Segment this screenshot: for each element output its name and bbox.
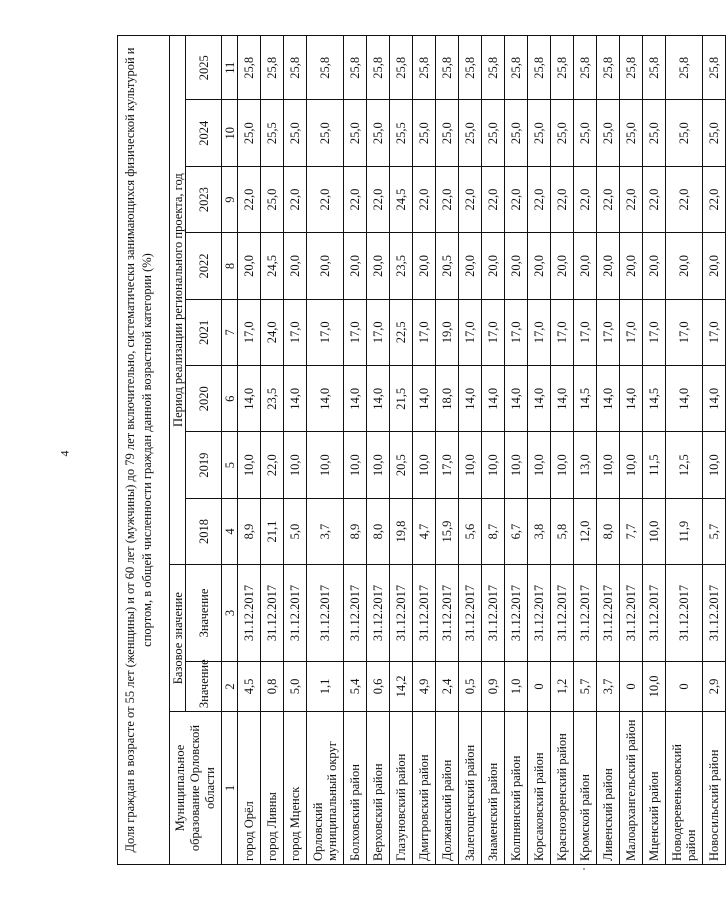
- base-value-cell: 0,6: [367, 661, 390, 711]
- year-value-cell: 25,0: [620, 100, 643, 166]
- year-value-cell: 17,0: [666, 299, 703, 365]
- year-value-cell: 14,0: [344, 366, 367, 432]
- year-value-cell: 14,0: [505, 366, 528, 432]
- year-value-cell: 20,0: [413, 233, 436, 299]
- year-value-cell: 14,0: [413, 366, 436, 432]
- year-value-cell: 20,0: [643, 233, 666, 299]
- year-value-cell: 22,0: [344, 166, 367, 232]
- year-value-cell: 25,8: [367, 36, 390, 100]
- year-value-cell: 8,9: [238, 498, 261, 564]
- year-value-cell: 22,0: [528, 166, 551, 232]
- base-date-cell: 31.12.2017: [574, 565, 597, 662]
- table-row: [284, 36, 307, 865]
- scan-speck: [583, 868, 585, 870]
- column-number: 9: [222, 166, 238, 232]
- date-value-header: Значение: [186, 565, 222, 662]
- year-value-cell: 22,0: [459, 166, 482, 232]
- year-value-cell: 22,0: [620, 166, 643, 232]
- year-value-cell: 20,0: [666, 233, 703, 299]
- year-value-cell: 20,0: [597, 233, 620, 299]
- year-value-cell: 8,0: [597, 498, 620, 564]
- base-value-cell: 5,7: [574, 661, 597, 711]
- base-date-cell: 31.12.2017: [482, 565, 505, 662]
- year-value-cell: 25,8: [284, 36, 307, 100]
- year-value-cell: 24,5: [390, 166, 413, 232]
- year-value-cell: 25,8: [459, 36, 482, 100]
- year-value-cell: 17,0: [574, 299, 597, 365]
- year-value-cell: 17,0: [703, 299, 726, 365]
- year-value-cell: 5,7: [703, 498, 726, 564]
- year-value-cell: 25,0: [436, 100, 459, 166]
- base-value-cell: 1,0: [505, 661, 528, 711]
- year-header: 2024: [186, 100, 222, 166]
- base-date-cell: 31.12.2017: [551, 565, 574, 662]
- year-value-cell: 5,8: [551, 498, 574, 564]
- year-value-cell: 11,9: [666, 498, 703, 564]
- year-value-cell: 14,0: [528, 366, 551, 432]
- year-value-cell: 19,8: [390, 498, 413, 564]
- year-value-cell: 22,0: [551, 166, 574, 232]
- year-value-cell: 25,0: [344, 100, 367, 166]
- year-value-cell: 17,0: [436, 432, 459, 498]
- base-date-cell: 31.12.2017: [261, 565, 284, 662]
- year-value-cell: 10,0: [413, 432, 436, 498]
- base-date-cell: 31.12.2017: [284, 565, 307, 662]
- year-value-cell: 22,0: [703, 166, 726, 232]
- year-value-cell: 25,0: [307, 100, 344, 166]
- header-row-1: [170, 36, 186, 865]
- base-date-cell: 31.12.2017: [238, 565, 261, 662]
- year-value-cell: 20,0: [528, 233, 551, 299]
- base-value-cell: 4,9: [413, 661, 436, 711]
- year-value-cell: 25,0: [528, 100, 551, 166]
- year-value-cell: 22,0: [597, 166, 620, 232]
- year-value-cell: 10,0: [551, 432, 574, 498]
- year-value-cell: 17,0: [413, 299, 436, 365]
- year-value-cell: 20,0: [459, 233, 482, 299]
- data-table: [169, 35, 726, 865]
- year-value-cell: 22,0: [505, 166, 528, 232]
- year-value-cell: 17,0: [620, 299, 643, 365]
- year-value-cell: 10,0: [505, 432, 528, 498]
- year-value-cell: 20,0: [238, 233, 261, 299]
- year-value-cell: 4,7: [413, 498, 436, 564]
- year-value-cell: 25,0: [703, 100, 726, 166]
- year-value-cell: 14,0: [284, 366, 307, 432]
- year-value-cell: 20,0: [284, 233, 307, 299]
- year-value-cell: 25,8: [261, 36, 284, 100]
- year-value-cell: 25,0: [666, 100, 703, 166]
- base-date-cell: 31.12.2017: [505, 565, 528, 662]
- year-value-cell: 8,7: [482, 498, 505, 564]
- year-value-cell: 13,0: [574, 432, 597, 498]
- year-value-cell: 17,0: [528, 299, 551, 365]
- base-value-cell: 10,0: [643, 661, 666, 711]
- year-value-cell: 20,0: [367, 233, 390, 299]
- year-value-cell: 3,8: [528, 498, 551, 564]
- table-row: [413, 36, 436, 865]
- year-value-cell: 20,5: [436, 233, 459, 299]
- municipality-name-cell: Залегощенский район: [459, 712, 482, 865]
- year-value-cell: 10,0: [344, 432, 367, 498]
- year-value-cell: 25,0: [597, 100, 620, 166]
- year-value-cell: 20,0: [703, 233, 726, 299]
- year-header: 2025: [186, 36, 222, 100]
- column-number: 7: [222, 299, 238, 365]
- year-value-cell: 25,0: [459, 100, 482, 166]
- year-value-cell: 22,0: [643, 166, 666, 232]
- year-value-cell: 25,8: [413, 36, 436, 100]
- year-value-cell: 17,0: [284, 299, 307, 365]
- year-value-cell: 15,9: [436, 498, 459, 564]
- base-value-cell: 1,2: [551, 661, 574, 711]
- municipality-name-cell: Малоархангельский район: [620, 712, 643, 865]
- year-value-cell: 17,0: [344, 299, 367, 365]
- rotated-table-page: [117, 35, 721, 865]
- table-title: Доля граждан в возрасте от 55 лет (женщины) и от 60 лет (мужчины) до 79 лет включительно, систематически занимающихся физической культурой и спортом, в общей численности граждан данной возрастной категории (%): [117, 35, 169, 865]
- base-value-cell: 0,5: [459, 661, 482, 711]
- base-value-cell: 4,5: [238, 661, 261, 711]
- year-value-cell: 10,0: [620, 432, 643, 498]
- base-value-cell: 0,8: [261, 661, 284, 711]
- year-value-cell: 10,0: [482, 432, 505, 498]
- municipality-name-cell: Глазуновский район: [390, 712, 413, 865]
- year-value-cell: 10,0: [367, 432, 390, 498]
- year-value-cell: 25,5: [261, 100, 284, 166]
- municipality-name-cell: Корсаковский район: [528, 712, 551, 865]
- year-value-cell: 25,8: [238, 36, 261, 100]
- base-date-cell: 31.12.2017: [597, 565, 620, 662]
- base-date-cell: 31.12.2017: [666, 565, 703, 662]
- year-value-cell: 25,8: [666, 36, 703, 100]
- year-value-cell: 17,0: [238, 299, 261, 365]
- base-date-cell: 31.12.2017: [436, 565, 459, 662]
- column-number: 5: [222, 432, 238, 498]
- table-row: [307, 36, 344, 865]
- municipality-name-cell: Кромской район: [574, 712, 597, 865]
- year-value-cell: 14,0: [703, 366, 726, 432]
- table-row: [620, 36, 643, 865]
- municipality-name-cell: Новосильский район: [703, 712, 726, 865]
- table-row: [367, 36, 390, 865]
- table-body: [238, 36, 726, 865]
- year-value-cell: 6,7: [505, 498, 528, 564]
- municipality-name-cell: Мценский район: [643, 712, 666, 865]
- municipality-name-cell: Верховский район: [367, 712, 390, 865]
- year-value-cell: 10,0: [284, 432, 307, 498]
- year-header: 2021: [186, 299, 222, 365]
- year-value-cell: 5,0: [284, 498, 307, 564]
- table-row: [344, 36, 367, 865]
- base-value-cell: 2,9: [703, 661, 726, 711]
- base-value-cell: 14,2: [390, 661, 413, 711]
- year-value-cell: 20,0: [574, 233, 597, 299]
- year-value-cell: 14,0: [551, 366, 574, 432]
- table-row: [666, 36, 703, 865]
- year-value-cell: 25,5: [390, 100, 413, 166]
- year-value-cell: 25,8: [597, 36, 620, 100]
- year-value-cell: 22,0: [284, 166, 307, 232]
- year-value-cell: 25,8: [703, 36, 726, 100]
- year-value-cell: 12,5: [666, 432, 703, 498]
- year-value-cell: 11,5: [643, 432, 666, 498]
- year-value-cell: 8,0: [367, 498, 390, 564]
- municipality-name-cell: Колпнянский район: [505, 712, 528, 865]
- table-row: [436, 36, 459, 865]
- municipality-name-cell: город Мценск: [284, 712, 307, 865]
- base-value-cell: 0: [620, 661, 643, 711]
- year-value-cell: 22,0: [413, 166, 436, 232]
- year-value-cell: 19,0: [436, 299, 459, 365]
- base-date-cell: 31.12.2017: [413, 565, 436, 662]
- column-number: 1: [222, 712, 238, 865]
- year-value-cell: 14,0: [307, 366, 344, 432]
- year-value-cell: 10,0: [307, 432, 344, 498]
- year-value-cell: 14,0: [459, 366, 482, 432]
- base-date-cell: 31.12.2017: [307, 565, 344, 662]
- municipality-name-cell: Краснозоренский район: [551, 712, 574, 865]
- year-value-cell: 5,6: [459, 498, 482, 564]
- column-number: 6: [222, 366, 238, 432]
- year-value-cell: 22,0: [436, 166, 459, 232]
- year-value-cell: 25,0: [505, 100, 528, 166]
- table-row: [574, 36, 597, 865]
- year-value-cell: 10,0: [643, 498, 666, 564]
- column-number-row: [222, 36, 238, 865]
- base-value-cell: 3,7: [597, 661, 620, 711]
- year-value-cell: 20,0: [551, 233, 574, 299]
- municipality-header: Муниципальное образование Орловской области: [170, 712, 222, 865]
- year-value-cell: 25,0: [643, 100, 666, 166]
- year-value-cell: 25,8: [528, 36, 551, 100]
- year-value-cell: 10,0: [597, 432, 620, 498]
- column-number: 11: [222, 36, 238, 100]
- year-value-cell: 14,5: [643, 366, 666, 432]
- table-row: [551, 36, 574, 865]
- municipality-name-cell: Болховский район: [344, 712, 367, 865]
- year-value-cell: 14,0: [597, 366, 620, 432]
- base-date-cell: 31.12.2017: [620, 565, 643, 662]
- year-value-cell: 25,0: [284, 100, 307, 166]
- year-value-cell: 17,0: [307, 299, 344, 365]
- municipality-name-cell: город Орёл: [238, 712, 261, 865]
- base-value-cell: 0,9: [482, 661, 505, 711]
- year-value-cell: 21,5: [390, 366, 413, 432]
- table-row: [459, 36, 482, 865]
- year-value-cell: 20,0: [482, 233, 505, 299]
- table-row: [643, 36, 666, 865]
- municipality-name-cell: Орловский муниципальный округ: [307, 712, 344, 865]
- year-value-cell: 22,0: [666, 166, 703, 232]
- base-value-cell: 5,0: [284, 661, 307, 711]
- year-value-cell: 25,8: [574, 36, 597, 100]
- column-number: 3: [222, 565, 238, 662]
- base-date-cell: 31.12.2017: [367, 565, 390, 662]
- table-row: [505, 36, 528, 865]
- year-value-cell: 17,0: [551, 299, 574, 365]
- year-value-cell: 17,0: [597, 299, 620, 365]
- year-header: 2020: [186, 366, 222, 432]
- table-row: [261, 36, 284, 865]
- page-number: 4: [57, 450, 72, 457]
- year-value-cell: 3,7: [307, 498, 344, 564]
- column-number: 8: [222, 233, 238, 299]
- year-value-cell: 20,5: [390, 432, 413, 498]
- year-value-cell: 17,0: [643, 299, 666, 365]
- year-value-cell: 25,8: [505, 36, 528, 100]
- year-value-cell: 24,5: [261, 233, 284, 299]
- year-value-cell: 10,0: [459, 432, 482, 498]
- municipality-name-cell: город Ливны: [261, 712, 284, 865]
- base-date-cell: 31.12.2017: [643, 565, 666, 662]
- year-value-cell: 22,0: [261, 432, 284, 498]
- year-header: 2019: [186, 432, 222, 498]
- year-value-cell: 25,0: [574, 100, 597, 166]
- table-row: [597, 36, 620, 865]
- year-header: 2018: [186, 498, 222, 564]
- year-value-cell: 14,0: [482, 366, 505, 432]
- year-value-cell: 21,1: [261, 498, 284, 564]
- municipality-name-cell: Дмитровский район: [413, 712, 436, 865]
- year-value-cell: 25,8: [620, 36, 643, 100]
- year-value-cell: 20,0: [620, 233, 643, 299]
- table-row: [528, 36, 551, 865]
- year-value-cell: 7,7: [620, 498, 643, 564]
- base-value-cell: 0: [666, 661, 703, 711]
- year-value-cell: 10,0: [528, 432, 551, 498]
- year-value-cell: 25,8: [307, 36, 344, 100]
- year-value-cell: 17,0: [482, 299, 505, 365]
- year-value-cell: 25,8: [643, 36, 666, 100]
- year-value-cell: 24,0: [261, 299, 284, 365]
- year-value-cell: 17,0: [459, 299, 482, 365]
- year-value-cell: 22,5: [390, 299, 413, 365]
- year-value-cell: 10,0: [703, 432, 726, 498]
- base-date-cell: 31.12.2017: [528, 565, 551, 662]
- year-value-cell: 25,0: [482, 100, 505, 166]
- year-value-cell: 25,8: [390, 36, 413, 100]
- year-value-cell: 14,0: [238, 366, 261, 432]
- table-row: [482, 36, 505, 865]
- year-value-cell: 10,0: [238, 432, 261, 498]
- base-date-cell: 31.12.2017: [390, 565, 413, 662]
- year-value-cell: 22,0: [574, 166, 597, 232]
- value-header: Значение: [186, 661, 222, 711]
- year-value-cell: 22,0: [482, 166, 505, 232]
- year-value-cell: 14,5: [574, 366, 597, 432]
- year-value-cell: 20,0: [307, 233, 344, 299]
- table-row: [238, 36, 261, 865]
- year-value-cell: 22,0: [307, 166, 344, 232]
- base-date-cell: 31.12.2017: [703, 565, 726, 662]
- table-row: [390, 36, 413, 865]
- year-value-cell: 25,8: [436, 36, 459, 100]
- base-value-cell: 5,4: [344, 661, 367, 711]
- municipality-name-cell: Знаменский район: [482, 712, 505, 865]
- year-value-cell: 14,0: [666, 366, 703, 432]
- year-value-cell: 25,8: [551, 36, 574, 100]
- year-header: 2023: [186, 166, 222, 232]
- year-value-cell: 25,0: [413, 100, 436, 166]
- year-value-cell: 25,0: [261, 166, 284, 232]
- year-value-cell: 17,0: [367, 299, 390, 365]
- year-value-cell: 25,8: [344, 36, 367, 100]
- table-row: [703, 36, 726, 865]
- column-number: 10: [222, 100, 238, 166]
- column-number: 2: [222, 661, 238, 711]
- year-value-cell: 20,0: [344, 233, 367, 299]
- year-value-cell: 23,5: [390, 233, 413, 299]
- year-value-cell: 14,0: [367, 366, 390, 432]
- year-value-cell: 14,0: [620, 366, 643, 432]
- year-value-cell: 12,0: [574, 498, 597, 564]
- year-value-cell: 22,0: [367, 166, 390, 232]
- base-value-cell: 1,1: [307, 661, 344, 711]
- year-value-cell: 25,0: [551, 100, 574, 166]
- municipality-name-cell: Должанский район: [436, 712, 459, 865]
- year-value-cell: 8,9: [344, 498, 367, 564]
- base-date-cell: 31.12.2017: [344, 565, 367, 662]
- column-number: 4: [222, 498, 238, 564]
- period-header: Период реализации регионального проекта, год: [170, 36, 186, 565]
- year-value-cell: 25,0: [238, 100, 261, 166]
- municipality-name-cell: Новодеревеньковский район: [666, 712, 703, 865]
- year-value-cell: 20,0: [505, 233, 528, 299]
- year-value-cell: 25,0: [367, 100, 390, 166]
- base-date-cell: 31.12.2017: [459, 565, 482, 662]
- municipality-name-cell: Ливенский район: [597, 712, 620, 865]
- base-value-cell: 0: [528, 661, 551, 711]
- year-value-cell: 18,0: [436, 366, 459, 432]
- year-value-cell: 23,5: [261, 366, 284, 432]
- year-value-cell: 22,0: [238, 166, 261, 232]
- year-value-cell: 17,0: [505, 299, 528, 365]
- year-value-cell: 25,8: [482, 36, 505, 100]
- year-header: 2022: [186, 233, 222, 299]
- base-value-cell: 2,4: [436, 661, 459, 711]
- base-value-header: Базовое значение: [170, 565, 186, 712]
